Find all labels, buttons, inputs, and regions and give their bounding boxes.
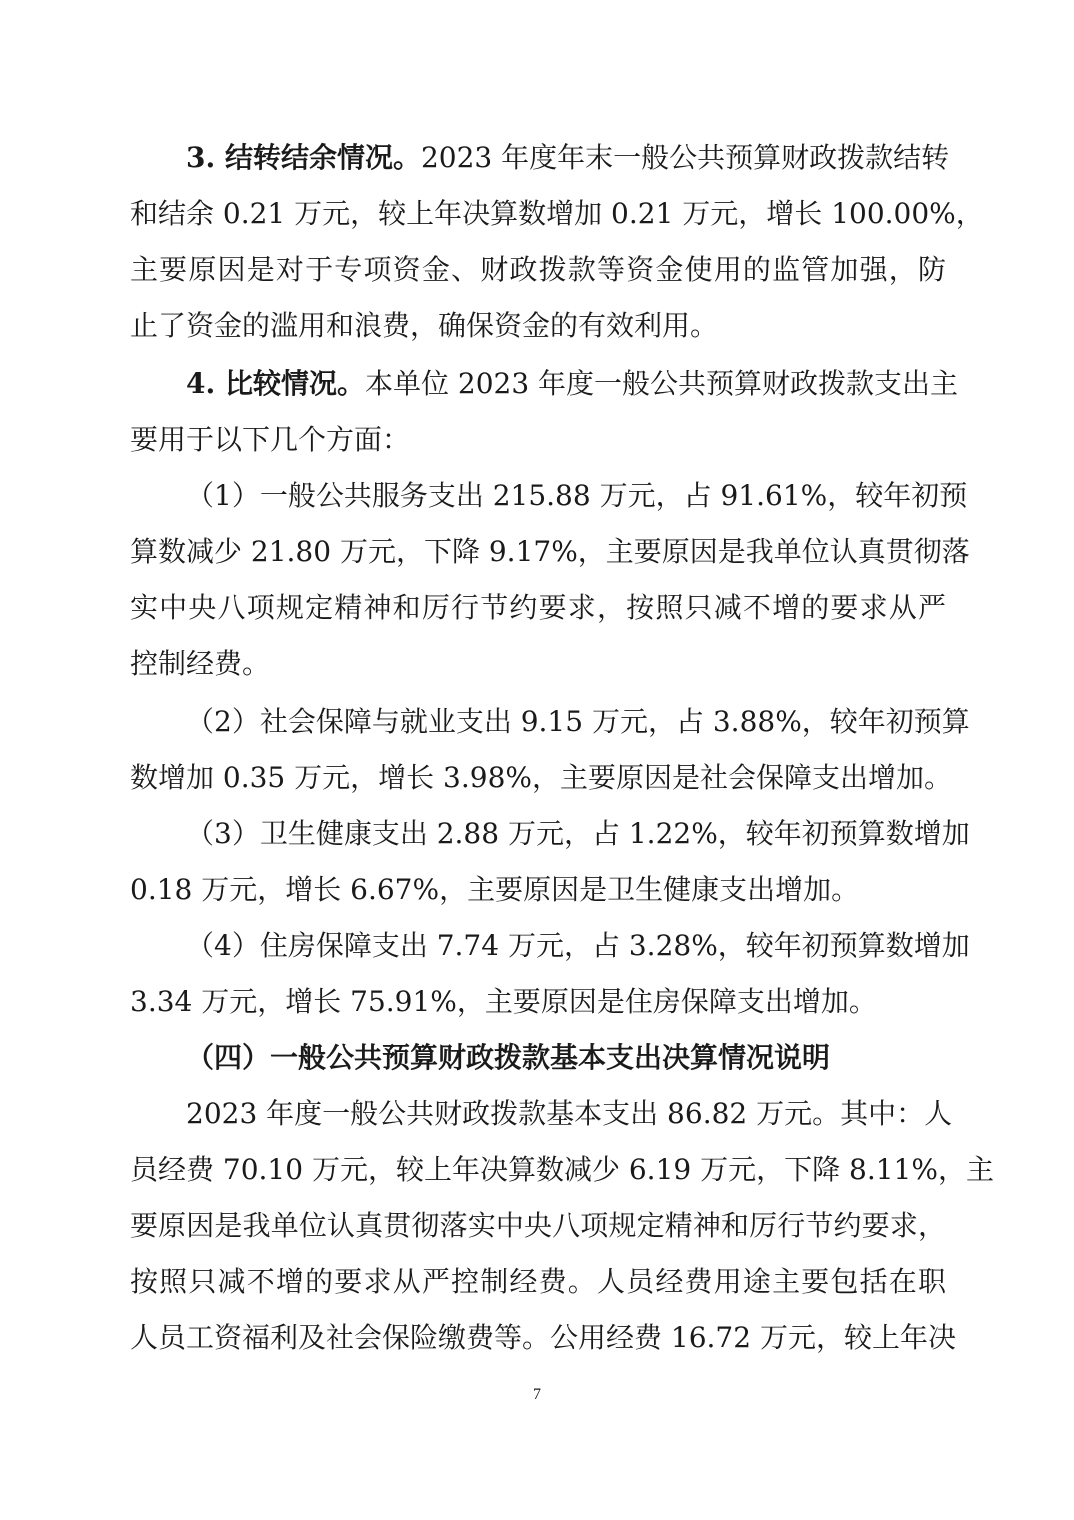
comparison-heading: 4. 比较情况。	[186, 367, 365, 400]
paragraph-carryover-line-2: 和结余 0.21 万元，较上年决算数增加 0.21 万元，增长 100.00%，	[130, 197, 984, 230]
paragraph-carryover-line-3: 主要原因是对于专项资金、财政拨款等资金使用的监管加强，防	[130, 253, 946, 286]
item-3-line-1: （3）卫生健康支出 2.88 万元，占 1.22%，较年初预算数增加	[186, 817, 970, 850]
item-3-line-2: 0.18 万元，增长 6.67%，主要原因是卫生健康支出增加。	[130, 873, 860, 906]
item-1-line-2: 算数减少 21.80 万元，下降 9.17%，主要原因是我单位认真贯彻落	[130, 535, 970, 568]
paragraph-carryover-line-1: 3. 结转结余情况。2023 年度年末一般公共预算财政拨款结转	[186, 141, 950, 174]
item-4-line-2: 3.34 万元，增长 75.91%，主要原因是住房保障支出增加。	[130, 985, 877, 1018]
item-1-line-3: 实中央八项规定精神和厉行节约要求，按照只减不增的要求从严	[130, 591, 946, 624]
basic-expenditure-line-1: 2023 年度一般公共财政拨款基本支出 86.82 万元。其中：人	[186, 1097, 953, 1130]
carryover-heading: 3. 结转结余情况。	[186, 141, 421, 174]
item-1-line-4: 控制经费。	[130, 647, 271, 680]
item-2-line-2: 数增加 0.35 万元，增长 3.98%，主要原因是社会保障支出增加。	[130, 761, 952, 794]
item-1-line-1: （1）一般公共服务支出 215.88 万元，占 91.61%，较年初预	[186, 479, 968, 512]
section-heading: （四）一般公共预算财政拨款基本支出决算情况说明	[186, 1041, 831, 1074]
page-number: 7	[533, 1386, 541, 1403]
basic-expenditure-line-4: 按照只减不增的要求从严控制经费。人员经费用途主要包括在职	[130, 1265, 946, 1298]
basic-expenditure-line-5: 人员工资福利及社会保险缴费等。公用经费 16.72 万元，较上年决	[130, 1321, 956, 1354]
paragraph-comparison-line-2: 要用于以下几个方面：	[130, 423, 411, 456]
basic-expenditure-line-2: 员经费 70.10 万元，较上年决算数减少 6.19 万元，下降 8.11%，主	[130, 1153, 994, 1186]
basic-expenditure-line-3: 要原因是我单位认真贯彻落实中央八项规定精神和厉行节约要求，	[130, 1209, 946, 1242]
item-2-line-1: （2）社会保障与就业支出 9.15 万元，占 3.88%，较年初预算	[186, 705, 970, 738]
paragraph-carryover-line-4: 止了资金的滥用和浪费，确保资金的有效利用。	[130, 309, 719, 342]
paragraph-comparison-line-1: 4. 比较情况。本单位 2023 年度一般公共预算财政拨款支出主	[186, 367, 959, 400]
item-4-line-1: （4）住房保障支出 7.74 万元，占 3.28%，较年初预算数增加	[186, 929, 970, 962]
